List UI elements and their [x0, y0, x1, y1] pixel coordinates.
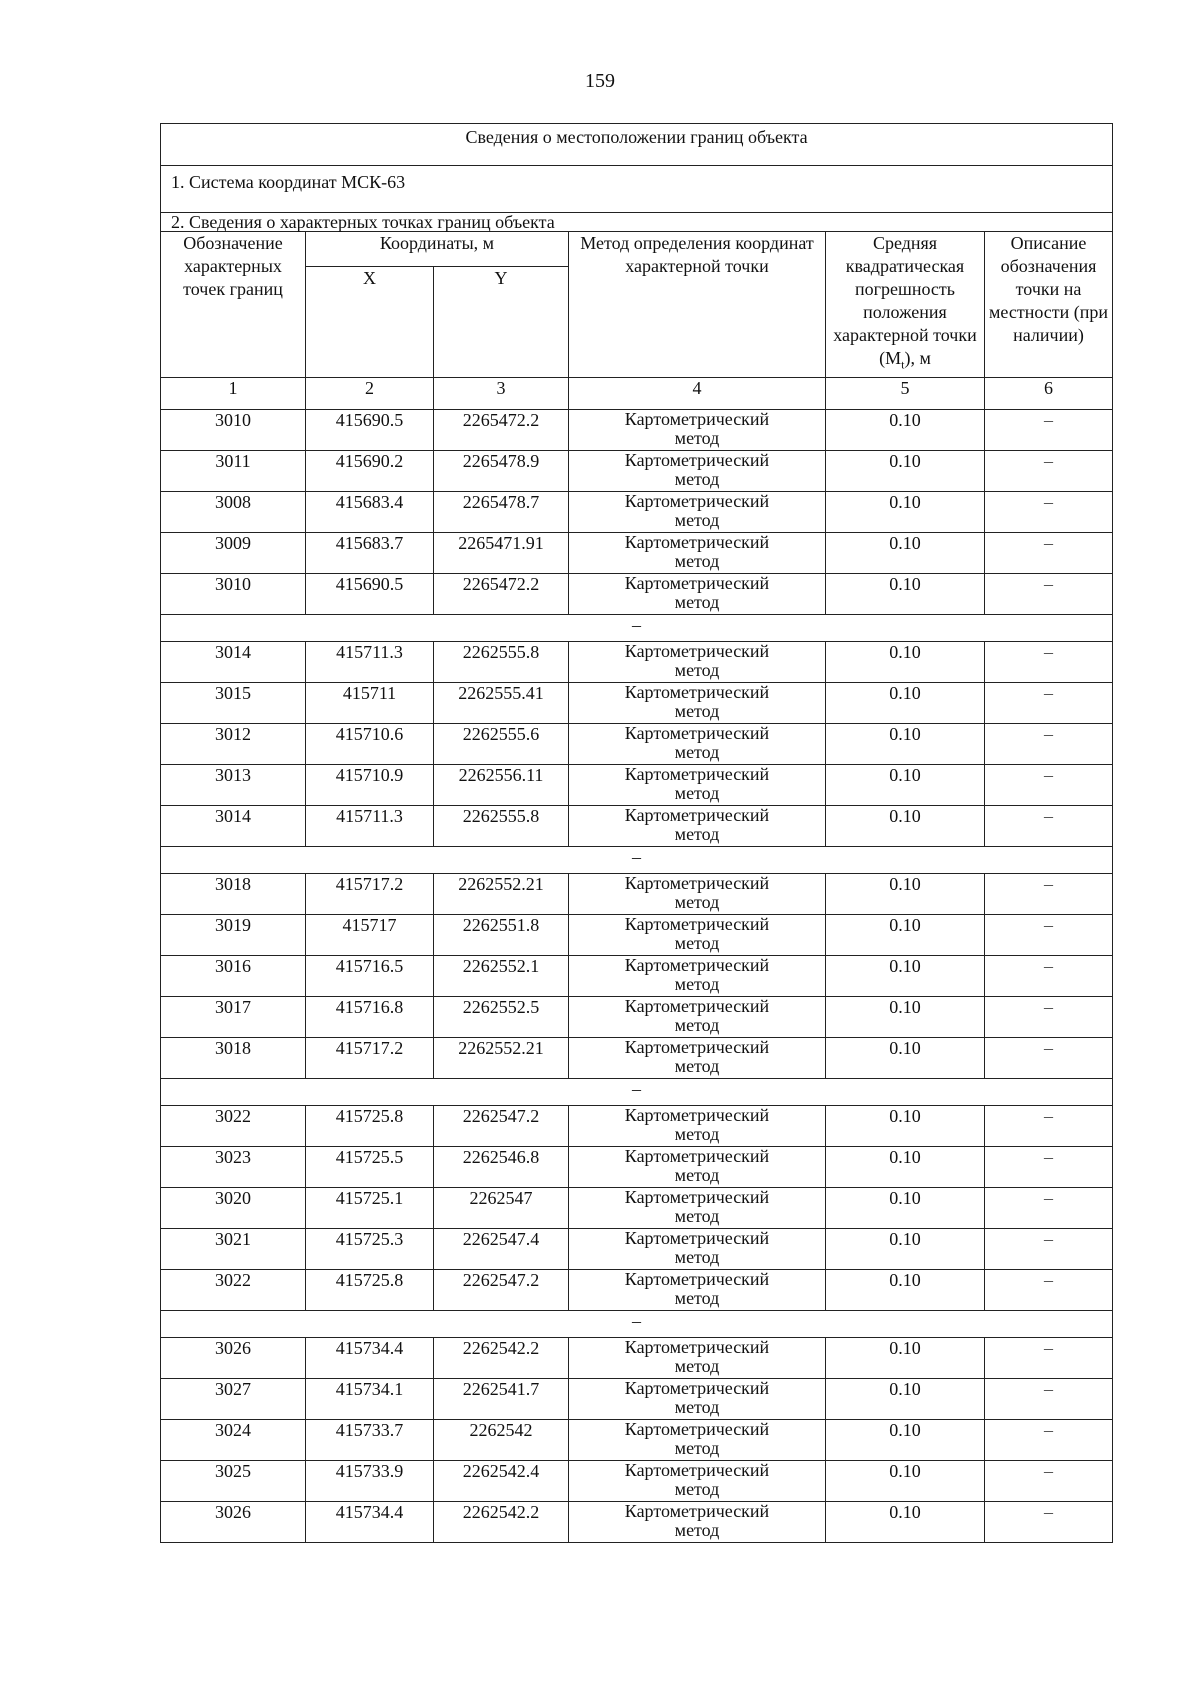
error-cell: 0.10: [826, 409, 985, 450]
method-line-2: метод: [674, 891, 720, 912]
y-coordinate-cell: 2262542.2: [434, 1501, 569, 1542]
method-cell: [569, 641, 826, 682]
description-cell: –: [985, 1337, 1113, 1378]
column-number: 6: [985, 377, 1113, 409]
table-row: [161, 1337, 1113, 1378]
description-cell: –: [985, 1269, 1113, 1310]
method-line-2: метод: [674, 1205, 720, 1226]
description-cell: –: [985, 996, 1113, 1037]
x-coordinate-cell: 415690.2: [306, 450, 434, 491]
description-cell: –: [985, 641, 1113, 682]
point-id-cell: 3010: [161, 409, 306, 450]
method-cell: [569, 723, 826, 764]
x-coordinate-cell: 415717: [306, 914, 434, 955]
description-cell: –: [985, 1419, 1113, 1460]
y-coordinate-cell: 2265471.91: [434, 532, 569, 573]
method-cell: [569, 1037, 826, 1078]
point-id-cell: 3015: [161, 682, 306, 723]
point-id-cell: 3026: [161, 1501, 306, 1542]
method-line-2: метод: [674, 741, 720, 762]
method-line-2: метод: [674, 782, 720, 803]
method-cell: [569, 1501, 826, 1542]
description-cell: –: [985, 682, 1113, 723]
method-cell: [569, 573, 826, 614]
error-cell: 0.10: [826, 1037, 985, 1078]
method-cell: [569, 450, 826, 491]
y-coordinate-cell: 2265478.7: [434, 491, 569, 532]
description-cell: –: [985, 573, 1113, 614]
y-coordinate-cell: 2262555.41: [434, 682, 569, 723]
method-cell: [569, 491, 826, 532]
method-line-1: Картометрический: [624, 913, 770, 934]
column-number: 2: [306, 377, 434, 409]
description-cell: –: [985, 450, 1113, 491]
error-cell: 0.10: [826, 723, 985, 764]
method-cell: [569, 1187, 826, 1228]
method-line-1: Картометрический: [624, 1104, 770, 1125]
point-id-cell: 3023: [161, 1146, 306, 1187]
error-cell: 0.10: [826, 1460, 985, 1501]
y-coordinate-cell: 2262546.8: [434, 1146, 569, 1187]
method-cell: [569, 764, 826, 805]
point-id-cell: 3008: [161, 491, 306, 532]
method-line-2: метод: [674, 591, 720, 612]
description-cell: –: [985, 409, 1113, 450]
method-line-1: Картометрический: [624, 1500, 770, 1521]
table-row: [161, 1187, 1113, 1228]
point-id-cell: 3024: [161, 1419, 306, 1460]
method-line-2: метод: [674, 973, 720, 994]
method-line-1: Картометрический: [624, 408, 770, 429]
method-cell: [569, 1105, 826, 1146]
point-id-cell: 3022: [161, 1105, 306, 1146]
y-coordinate-cell: 2265472.2: [434, 409, 569, 450]
point-id-cell: 3027: [161, 1378, 306, 1419]
table-row: [161, 1460, 1113, 1501]
error-cell: 0.10: [826, 1228, 985, 1269]
method-line-2: метод: [674, 700, 720, 721]
y-coordinate-cell: 2262547.2: [434, 1269, 569, 1310]
boundary-points-table: [160, 123, 1113, 1543]
method-line-2: метод: [674, 1519, 720, 1540]
method-line-1: Картометрический: [624, 1227, 770, 1248]
column-number: 4: [569, 377, 826, 409]
method-line-1: Картометрический: [624, 872, 770, 893]
table-row: [161, 682, 1113, 723]
method-line-2: метод: [674, 1478, 720, 1499]
coordinate-system: 1. Система координат МСК-63: [161, 166, 1113, 213]
x-coordinate-cell: 415717.2: [306, 873, 434, 914]
column-number: 5: [826, 377, 985, 409]
x-coordinate-cell: 415733.9: [306, 1460, 434, 1501]
error-cell: 0.10: [826, 682, 985, 723]
table-row: [161, 491, 1113, 532]
method-line-2: метод: [674, 932, 720, 953]
point-id-cell: 3018: [161, 873, 306, 914]
point-id-cell: 3012: [161, 723, 306, 764]
y-coordinate-cell: 2262552.21: [434, 873, 569, 914]
header-error-sub: t: [901, 357, 905, 372]
header-method: Метод определения координат характерной точки: [569, 232, 826, 378]
table-row: [161, 450, 1113, 491]
method-line-1: Картометрический: [624, 681, 770, 702]
method-cell: [569, 1378, 826, 1419]
description-cell: –: [985, 491, 1113, 532]
method-line-1: Картометрический: [624, 763, 770, 784]
header-error-tail: ), м: [904, 348, 931, 368]
table-row: [161, 723, 1113, 764]
y-coordinate-cell: 2262552.1: [434, 955, 569, 996]
method-cell: [569, 1146, 826, 1187]
method-line-2: метод: [674, 823, 720, 844]
method-line-2: метод: [674, 659, 720, 680]
table-row: [161, 764, 1113, 805]
method-cell: [569, 914, 826, 955]
description-cell: –: [985, 1037, 1113, 1078]
method-line-1: Картометрический: [624, 531, 770, 552]
description-cell: –: [985, 1105, 1113, 1146]
y-coordinate-cell: 2262547.2: [434, 1105, 569, 1146]
table-row: [161, 914, 1113, 955]
method-cell: [569, 873, 826, 914]
header-description: Описание обозначения точки на местности (при наличии): [985, 232, 1113, 378]
x-coordinate-cell: 415725.8: [306, 1105, 434, 1146]
table-row: [161, 1105, 1113, 1146]
y-coordinate-cell: 2262555.8: [434, 805, 569, 846]
method-line-2: метод: [674, 468, 720, 489]
method-line-2: метод: [674, 550, 720, 571]
point-id-cell: 3014: [161, 641, 306, 682]
y-coordinate-cell: 2262555.6: [434, 723, 569, 764]
description-cell: –: [985, 532, 1113, 573]
description-cell: –: [985, 1228, 1113, 1269]
group-separator-row: [161, 1310, 1113, 1337]
error-cell: 0.10: [826, 1105, 985, 1146]
group-separator: –: [161, 614, 1113, 641]
point-id-cell: 3018: [161, 1037, 306, 1078]
point-id-cell: 3025: [161, 1460, 306, 1501]
table-row: [161, 409, 1113, 450]
method-cell: [569, 1460, 826, 1501]
header-coords: Координаты, м: [306, 232, 569, 267]
method-line-1: Картометрический: [624, 572, 770, 593]
method-cell: [569, 996, 826, 1037]
method-cell: [569, 1419, 826, 1460]
y-coordinate-cell: 2262542: [434, 1419, 569, 1460]
method-line-2: метод: [674, 1246, 720, 1267]
method-line-2: метод: [674, 1014, 720, 1035]
point-id-cell: 3020: [161, 1187, 306, 1228]
method-line-2: метод: [674, 509, 720, 530]
x-coordinate-cell: 415734.4: [306, 1337, 434, 1378]
method-line-2: метод: [674, 427, 720, 448]
x-coordinate-cell: 415716.5: [306, 955, 434, 996]
point-id-cell: 3010: [161, 573, 306, 614]
y-coordinate-cell: 2262541.7: [434, 1378, 569, 1419]
table-row: [161, 1419, 1113, 1460]
column-number: 1: [161, 377, 306, 409]
x-coordinate-cell: 415683.4: [306, 491, 434, 532]
group-separator: –: [161, 846, 1113, 873]
method-line-2: метод: [674, 1164, 720, 1185]
header-error-main: Средняя квадратическая погрешность положения характерной точки (M: [833, 233, 977, 368]
method-line-2: метод: [674, 1437, 720, 1458]
method-cell: [569, 532, 826, 573]
description-cell: –: [985, 914, 1113, 955]
table-row: [161, 641, 1113, 682]
x-coordinate-cell: 415725.1: [306, 1187, 434, 1228]
description-cell: –: [985, 955, 1113, 996]
table-row: [161, 996, 1113, 1037]
method-line-1: Картометрический: [624, 1186, 770, 1207]
page-number: 159: [585, 70, 615, 92]
method-line-1: Картометрический: [624, 954, 770, 975]
error-cell: 0.10: [826, 1337, 985, 1378]
y-coordinate-cell: 2262552.5: [434, 996, 569, 1037]
table-title: Сведения о местоположении границ объекта: [161, 124, 1113, 166]
method-line-1: Картометрический: [624, 1036, 770, 1057]
method-line-1: Картометрический: [624, 1268, 770, 1289]
description-cell: –: [985, 873, 1113, 914]
error-cell: 0.10: [826, 641, 985, 682]
error-cell: 0.10: [826, 1146, 985, 1187]
point-id-cell: 3013: [161, 764, 306, 805]
header-point: Обозначение характерных точек границ: [161, 232, 306, 378]
y-coordinate-cell: 2262547: [434, 1187, 569, 1228]
x-coordinate-cell: 415725.5: [306, 1146, 434, 1187]
method-cell: [569, 1269, 826, 1310]
method-line-1: Картометрический: [624, 1418, 770, 1439]
y-coordinate-cell: 2262542.4: [434, 1460, 569, 1501]
description-cell: –: [985, 805, 1113, 846]
x-coordinate-cell: 415710.9: [306, 764, 434, 805]
x-coordinate-cell: 415711: [306, 682, 434, 723]
method-line-1: Картометрический: [624, 1336, 770, 1357]
error-cell: 0.10: [826, 805, 985, 846]
error-cell: 0.10: [826, 450, 985, 491]
x-coordinate-cell: 415734.1: [306, 1378, 434, 1419]
method-line-1: Картометрический: [624, 995, 770, 1016]
error-cell: 0.10: [826, 996, 985, 1037]
error-cell: 0.10: [826, 955, 985, 996]
section-title: 2. Сведения о характерных точках границ объекта: [161, 213, 1113, 232]
method-cell: [569, 409, 826, 450]
point-id-cell: 3019: [161, 914, 306, 955]
error-cell: 0.10: [826, 532, 985, 573]
method-line-1: Картометрический: [624, 722, 770, 743]
x-coordinate-cell: 415717.2: [306, 1037, 434, 1078]
point-id-cell: 3011: [161, 450, 306, 491]
method-line-2: метод: [674, 1055, 720, 1076]
method-cell: [569, 955, 826, 996]
table-row: [161, 955, 1113, 996]
table-row: [161, 1378, 1113, 1419]
method-cell: [569, 1337, 826, 1378]
y-coordinate-cell: 2262555.8: [434, 641, 569, 682]
description-cell: –: [985, 1501, 1113, 1542]
point-id-cell: 3021: [161, 1228, 306, 1269]
group-separator: –: [161, 1310, 1113, 1337]
description-cell: –: [985, 1187, 1113, 1228]
table-row: [161, 873, 1113, 914]
error-cell: 0.10: [826, 914, 985, 955]
y-coordinate-cell: 2265478.9: [434, 450, 569, 491]
error-cell: 0.10: [826, 1419, 985, 1460]
method-line-2: метод: [674, 1355, 720, 1376]
description-cell: –: [985, 1378, 1113, 1419]
group-separator: –: [161, 1078, 1113, 1105]
table-row: [161, 573, 1113, 614]
y-coordinate-cell: 2262551.8: [434, 914, 569, 955]
y-coordinate-cell: 2265472.2: [434, 573, 569, 614]
y-coordinate-cell: 2262542.2: [434, 1337, 569, 1378]
point-id-cell: 3026: [161, 1337, 306, 1378]
error-cell: 0.10: [826, 1501, 985, 1542]
table-row: [161, 532, 1113, 573]
method-line-1: Картометрический: [624, 449, 770, 470]
y-coordinate-cell: 2262552.21: [434, 1037, 569, 1078]
method-cell: [569, 805, 826, 846]
point-id-cell: 3014: [161, 805, 306, 846]
y-coordinate-cell: 2262556.11: [434, 764, 569, 805]
method-line-2: метод: [674, 1123, 720, 1144]
description-cell: –: [985, 723, 1113, 764]
error-cell: 0.10: [826, 1378, 985, 1419]
table-row: [161, 1501, 1113, 1542]
table-row: [161, 805, 1113, 846]
description-cell: –: [985, 1146, 1113, 1187]
table-row: [161, 1228, 1113, 1269]
point-id-cell: 3009: [161, 532, 306, 573]
column-number: 3: [434, 377, 569, 409]
error-cell: 0.10: [826, 1187, 985, 1228]
x-coordinate-cell: 415710.6: [306, 723, 434, 764]
x-coordinate-cell: 415690.5: [306, 573, 434, 614]
y-coordinate-cell: 2262547.4: [434, 1228, 569, 1269]
method-cell: [569, 682, 826, 723]
x-coordinate-cell: 415733.7: [306, 1419, 434, 1460]
error-cell: 0.10: [826, 1269, 985, 1310]
x-coordinate-cell: 415725.8: [306, 1269, 434, 1310]
group-separator-row: [161, 1078, 1113, 1105]
method-line-1: Картометрический: [624, 1377, 770, 1398]
table-row: [161, 1269, 1113, 1310]
method-line-2: метод: [674, 1396, 720, 1417]
method-line-1: Картометрический: [624, 1145, 770, 1166]
header-error: [826, 232, 985, 378]
error-cell: 0.10: [826, 764, 985, 805]
header-y: Y: [434, 266, 569, 377]
x-coordinate-cell: 415734.4: [306, 1501, 434, 1542]
error-cell: 0.10: [826, 873, 985, 914]
x-coordinate-cell: 415683.7: [306, 532, 434, 573]
method-line-1: Картометрический: [624, 490, 770, 511]
x-coordinate-cell: 415690.5: [306, 409, 434, 450]
method-cell: [569, 1228, 826, 1269]
error-cell: 0.10: [826, 573, 985, 614]
error-cell: 0.10: [826, 491, 985, 532]
method-line-1: Картометрический: [624, 1459, 770, 1480]
description-cell: –: [985, 1460, 1113, 1501]
header-x: X: [306, 266, 434, 377]
x-coordinate-cell: 415716.8: [306, 996, 434, 1037]
group-separator-row: [161, 614, 1113, 641]
x-coordinate-cell: 415725.3: [306, 1228, 434, 1269]
method-line-1: Картометрический: [624, 804, 770, 825]
table-row: [161, 1146, 1113, 1187]
point-id-cell: 3016: [161, 955, 306, 996]
method-line-2: метод: [674, 1287, 720, 1308]
point-id-cell: 3022: [161, 1269, 306, 1310]
description-cell: –: [985, 764, 1113, 805]
table-row: [161, 1037, 1113, 1078]
point-id-cell: 3017: [161, 996, 306, 1037]
group-separator-row: [161, 846, 1113, 873]
x-coordinate-cell: 415711.3: [306, 641, 434, 682]
x-coordinate-cell: 415711.3: [306, 805, 434, 846]
method-line-1: Картометрический: [624, 640, 770, 661]
